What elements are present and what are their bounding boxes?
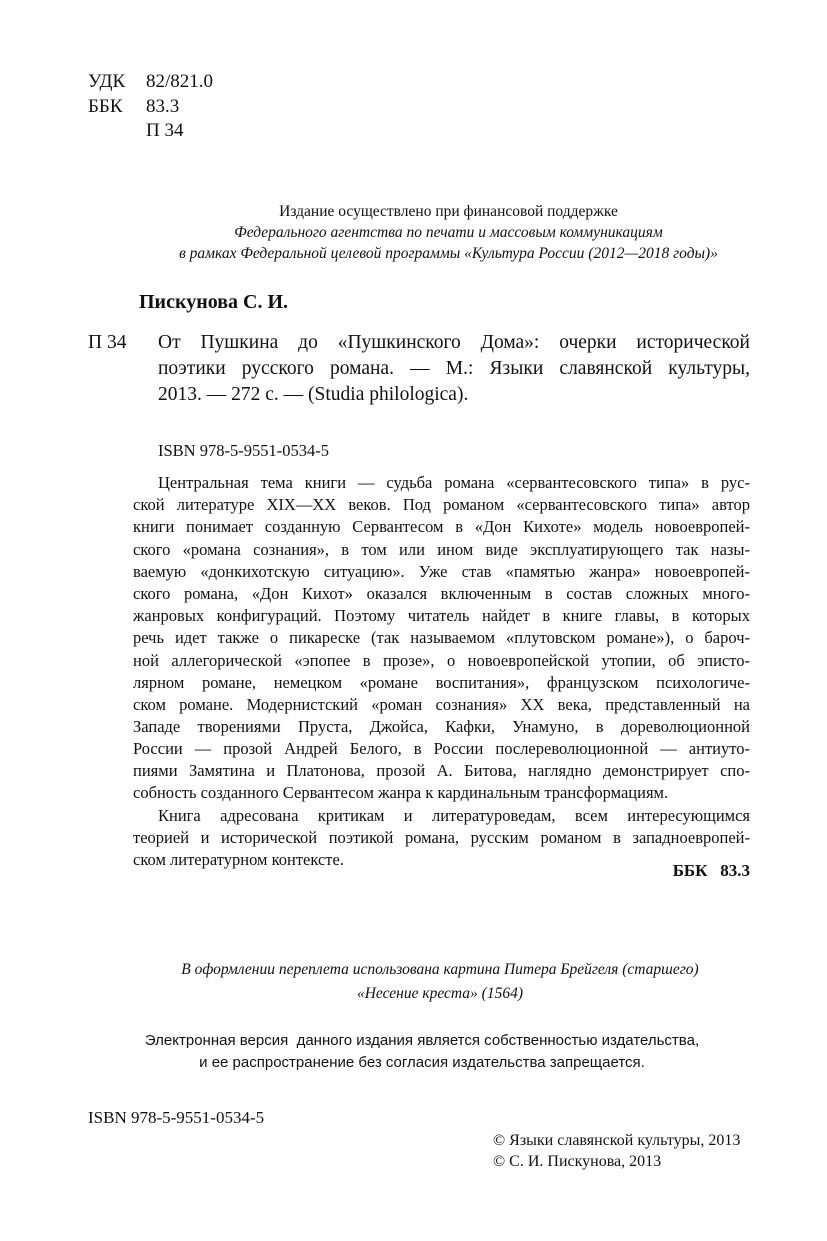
bbk-value: 83.3 — [146, 96, 180, 117]
udk-label: УДК — [88, 71, 126, 92]
abstract-line: жанровых конфигураций. Поэтому читатель найдет в книге главы, в которых — [133, 606, 750, 625]
abstract-line: Западе творениями Пруста, Джойса, Кафки, Унамуно, в дореволюционной — [133, 717, 750, 736]
cover-note-line-1: В оформлении переплета использована картина Питера Брейгеля (старшего) — [181, 961, 699, 978]
abstract-line: ского «романа сознания», в том или ином виде эксплуатирующего так назы- — [133, 540, 750, 559]
copyright-author: © С. И. Пискунова, 2013 — [493, 1153, 662, 1170]
abstract-line: книги понимает созданную Сервантесом в «Дон Кихоте» модель новоевропей- — [133, 517, 750, 536]
author-mark-row — [88, 119, 288, 143]
abstract-line: собность созданного Сервантесом жанра к кардинальным трансформациям. — [133, 783, 669, 802]
abstract-line: теорией и исторической поэтикой романа, русским романом в западноевропей- — [133, 828, 750, 847]
catalog-line-2: поэтики русского романа. — М.: Языки славянской культуры, — [158, 358, 750, 379]
abstract-line: Книга адресована критикам и литературоведам, всем интересующимся — [158, 806, 750, 825]
abstract-line: пиями Замятина и Платонова, прозой А. Битова, наглядно демонстрирует спо- — [133, 761, 750, 780]
abstract-line: лярном романе, немецком «романе воспитания», французском психологиче- — [133, 673, 750, 692]
catalog-code: П 34 — [88, 332, 127, 353]
catalog-isbn: ISBN 978-5-9551-0534-5 — [158, 441, 329, 460]
abstract-line: Центральная тема книги — судьба романа «сервантесовского типа» в рус- — [158, 473, 750, 492]
catalog-author: Пискунова С. И. — [139, 291, 289, 313]
abstract-line: России — прозой Андрей Белого, в России послереволюционной — антиуто- — [133, 739, 750, 758]
abstract-bbk: ББК 83.3 — [672, 861, 750, 880]
bbk-label: ББК — [88, 96, 123, 117]
author-mark: П 34 — [146, 120, 184, 141]
catalog-line-3: 2013. — 272 с. — (Studia philologica). — [158, 384, 469, 405]
funding-line-2: Федерального агентства по печати и массовым коммуникациям — [234, 224, 663, 241]
udk-row — [88, 70, 288, 94]
abstract-line: ском романе. Модернистский «роман сознания» XX века, представленный на — [133, 695, 750, 714]
funding-line-1: Издание осуществлено при финансовой поддержке — [279, 203, 618, 220]
abstract-line: ной аллегорической «эпопее в прозе», о новоевропейской утопии, об эписто- — [133, 651, 750, 670]
abstract-line: ского романа, «Дон Кихот» оказался включенным в состав сложных много- — [133, 584, 750, 603]
electronic-notice-line-1: Электронная версия данного издания является собственностью издательства, — [144, 1032, 700, 1049]
cover-note-line-2: «Несение креста» (1564) — [356, 985, 523, 1002]
electronic-notice-line-2: и ее распространение без согласия издательства запрещается. — [199, 1054, 645, 1071]
abstract-line: ваемую «донкихотскую ситуацию». Уже став «памятью жанра» новоевропей- — [133, 562, 750, 581]
catalog-line-1: От Пушкина до «Пушкинского Дома»: очерки исторической — [158, 332, 750, 353]
abstract-line: речь идет также о пикареске (так называемом «плутовском романе»), о бароч- — [133, 628, 750, 647]
udk-value: 82/821.0 — [146, 71, 214, 92]
funding-line-3: в рамках Федеральной целевой программы «Культура России (2012—2018 годы)» — [179, 245, 718, 262]
bbk-row — [88, 95, 288, 119]
abstract-line: ской литературе XIX—XX веков. Под романом «сервантесовского типа» автор — [133, 495, 750, 514]
copyright-publisher: © Языки славянской культуры, 2013 — [493, 1132, 741, 1149]
bottom-isbn: ISBN 978-5-9551-0534-5 — [88, 1108, 265, 1127]
abstract-line: ском литературном контексте. — [133, 850, 344, 869]
